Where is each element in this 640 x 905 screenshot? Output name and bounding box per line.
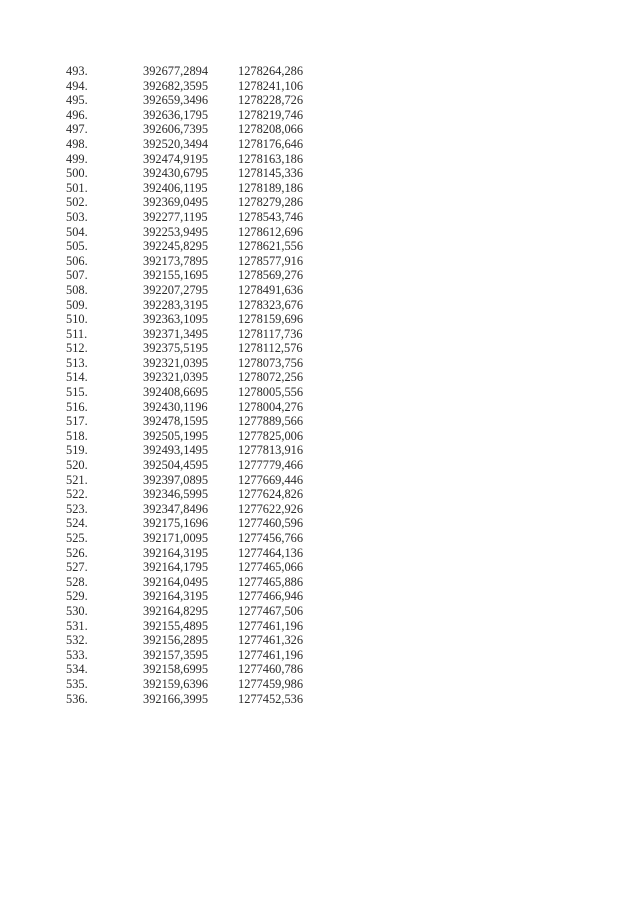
x-coordinate: 392283,3195 [143,297,209,312]
table-row [66,327,338,342]
point-number: 520. [66,458,88,473]
coordinate-table-body [66,64,338,706]
table-row [66,254,338,269]
y-coordinate: 1277669,446 [238,472,304,487]
y-coordinate: 1277825,006 [238,428,304,443]
x-coordinate: 392636,1795 [143,107,209,122]
x-coordinate: 392155,1695 [143,268,209,283]
y-coordinate: 1278073,756 [238,355,304,370]
x-coordinate: 392207,2795 [143,282,209,297]
y-coordinate: 1277461,326 [238,633,304,648]
x-coordinate: 392173,7895 [143,253,209,268]
x-coordinate: 392175,1696 [143,516,209,531]
x-coordinate: 392155,4895 [143,618,209,633]
point-number: 511. [66,326,88,341]
point-number: 494. [66,78,88,93]
point-number: 512. [66,341,88,356]
table-row [66,531,338,546]
y-coordinate: 1278323,676 [238,297,304,312]
point-number: 523. [66,501,88,516]
y-coordinate: 1278279,286 [238,195,304,210]
x-coordinate: 392363,1095 [143,312,209,327]
x-coordinate: 392504,4595 [143,458,209,473]
y-coordinate: 1277464,136 [238,545,304,560]
x-coordinate: 392606,7395 [143,122,209,137]
point-number: 517. [66,414,88,429]
point-number: 502. [66,195,88,210]
y-coordinate: 1277622,926 [238,501,304,516]
table-row [66,502,338,517]
point-number: 522. [66,487,88,502]
x-coordinate: 392659,3496 [143,93,209,108]
y-coordinate: 1277466,946 [238,589,304,604]
y-coordinate: 1277624,826 [238,487,304,502]
point-number: 528. [66,574,88,589]
point-number: 503. [66,209,88,224]
table-row [66,93,338,108]
y-coordinate: 1278241,106 [238,78,304,93]
table-row [66,589,338,604]
y-coordinate: 1277467,506 [238,603,304,618]
x-coordinate: 392164,3195 [143,545,209,560]
table-row [66,619,338,634]
x-coordinate: 392321,0395 [143,370,209,385]
x-coordinate: 392375,5195 [143,341,209,356]
y-coordinate: 1278004,276 [238,399,304,414]
x-coordinate: 392408,6695 [143,385,209,400]
table-row [66,152,338,167]
x-coordinate: 392371,3495 [143,326,209,341]
table-row [66,429,338,444]
y-coordinate: 1277461,196 [238,647,304,662]
table-row [66,122,338,137]
x-coordinate: 392159,6396 [143,676,209,691]
point-number: 507. [66,268,88,283]
y-coordinate: 1277779,466 [238,458,304,473]
table-row [66,283,338,298]
point-number: 521. [66,472,88,487]
x-coordinate: 392277,1195 [143,209,208,224]
y-coordinate: 1277452,536 [238,691,304,706]
x-coordinate: 392430,6795 [143,166,209,181]
x-coordinate: 392397,0895 [143,472,209,487]
x-coordinate: 392166,3995 [143,691,209,706]
y-coordinate: 1277460,596 [238,516,304,531]
y-coordinate: 1278112,576 [238,341,303,356]
x-coordinate: 392369,0495 [143,195,209,210]
y-coordinate: 1277465,066 [238,560,304,575]
y-coordinate: 1278117,736 [238,326,303,341]
x-coordinate: 392505,1995 [143,428,209,443]
point-number: 508. [66,282,88,297]
y-coordinate: 1278219,746 [238,107,304,122]
table-row [66,108,338,123]
table-row [66,225,338,240]
y-coordinate: 1278621,556 [238,239,304,254]
x-coordinate: 392406,1195 [143,180,208,195]
x-coordinate: 392164,8295 [143,603,209,618]
table-row [66,662,338,677]
point-number: 529. [66,589,88,604]
x-coordinate: 392520,3494 [143,136,209,151]
y-coordinate: 1278228,726 [238,93,304,108]
point-number: 536. [66,691,88,706]
x-coordinate: 392157,3595 [143,647,209,662]
point-number: 535. [66,676,88,691]
point-number: 531. [66,618,88,633]
table-row [66,356,338,371]
point-number: 497. [66,122,88,137]
point-number: 516. [66,399,88,414]
point-number: 527. [66,560,88,575]
table-row [66,560,338,575]
point-number: 514. [66,370,88,385]
point-number: 532. [66,633,88,648]
x-coordinate: 392321,0395 [143,355,209,370]
x-coordinate: 392156,2895 [143,633,209,648]
y-coordinate: 1277459,986 [238,676,304,691]
table-row [66,400,338,415]
y-coordinate: 1278543,746 [238,209,304,224]
y-coordinate: 1278159,696 [238,312,304,327]
table-row [66,546,338,561]
table-row [66,210,338,225]
point-number: 515. [66,385,88,400]
table-row [66,458,338,473]
point-number: 500. [66,166,88,181]
x-coordinate: 392493,1495 [143,443,209,458]
table-row [66,487,338,502]
table-row [66,370,338,385]
table-row [66,312,338,327]
y-coordinate: 1278005,556 [238,385,304,400]
x-coordinate: 392245,8295 [143,239,209,254]
y-coordinate: 1278163,186 [238,151,304,166]
table-row [66,575,338,590]
table-row [66,604,338,619]
y-coordinate: 1278189,186 [238,180,304,195]
table-row [66,341,338,356]
x-coordinate: 392478,1595 [143,414,209,429]
x-coordinate: 392171,0095 [143,531,209,545]
y-coordinate: 1278176,646 [238,136,304,151]
point-number: 530. [66,603,88,618]
table-row [66,414,338,429]
y-coordinate: 1278208,066 [238,122,304,137]
point-number: 499. [66,151,88,166]
x-coordinate: 392677,2894 [143,64,209,78]
table-row [66,443,338,458]
point-number: 498. [66,136,88,151]
x-coordinate: 392474,9195 [143,151,209,166]
point-number: 493. [66,64,88,78]
table-row [66,692,338,707]
point-number: 519. [66,443,88,458]
y-coordinate: 1277889,566 [238,414,304,429]
x-coordinate: 392682,3595 [143,78,209,93]
x-coordinate: 392164,3195 [143,589,209,604]
y-coordinate: 1278491,636 [238,282,304,297]
table-row [66,268,338,283]
table-row [66,648,338,663]
table-row [66,166,338,181]
y-coordinate: 1278072,256 [238,370,304,385]
table-row [66,677,338,692]
x-coordinate: 392164,0495 [143,574,209,589]
table-row [66,137,338,152]
point-number: 525. [66,531,88,545]
point-number: 509. [66,297,88,312]
table-row [66,64,338,79]
table-row [66,385,338,400]
table-row [66,195,338,210]
point-number: 496. [66,107,88,122]
table-row [66,298,338,313]
table-row [66,473,338,488]
point-number: 501. [66,180,88,195]
x-coordinate: 392347,8496 [143,501,209,516]
y-coordinate: 1278612,696 [238,224,304,239]
point-number: 534. [66,662,88,677]
y-coordinate: 1278145,336 [238,166,304,181]
point-number: 510. [66,312,88,327]
x-coordinate: 392430,1196 [143,399,208,414]
y-coordinate: 1277456,766 [238,531,304,545]
point-number: 505. [66,239,88,254]
point-number: 495. [66,93,88,108]
x-coordinate: 392158,6995 [143,662,209,677]
point-number: 518. [66,428,88,443]
x-coordinate: 392164,1795 [143,560,209,575]
point-number: 504. [66,224,88,239]
x-coordinate: 392253,9495 [143,224,209,239]
table-row [66,633,338,648]
y-coordinate: 1278264,286 [238,64,304,78]
table-row [66,181,338,196]
point-number: 526. [66,545,88,560]
point-number: 506. [66,253,88,268]
point-number: 533. [66,647,88,662]
y-coordinate: 1277465,886 [238,574,304,589]
coordinate-table [66,64,338,706]
table-row [66,79,338,94]
table-row [66,516,338,531]
y-coordinate: 1277460,786 [238,662,304,677]
point-number: 513. [66,355,88,370]
table-row [66,239,338,254]
y-coordinate: 1277461,196 [238,618,304,633]
y-coordinate: 1278577,916 [238,253,304,268]
x-coordinate: 392346,5995 [143,487,209,502]
point-number: 524. [66,516,88,531]
y-coordinate: 1278569,276 [238,268,304,283]
y-coordinate: 1277813,916 [238,443,304,458]
